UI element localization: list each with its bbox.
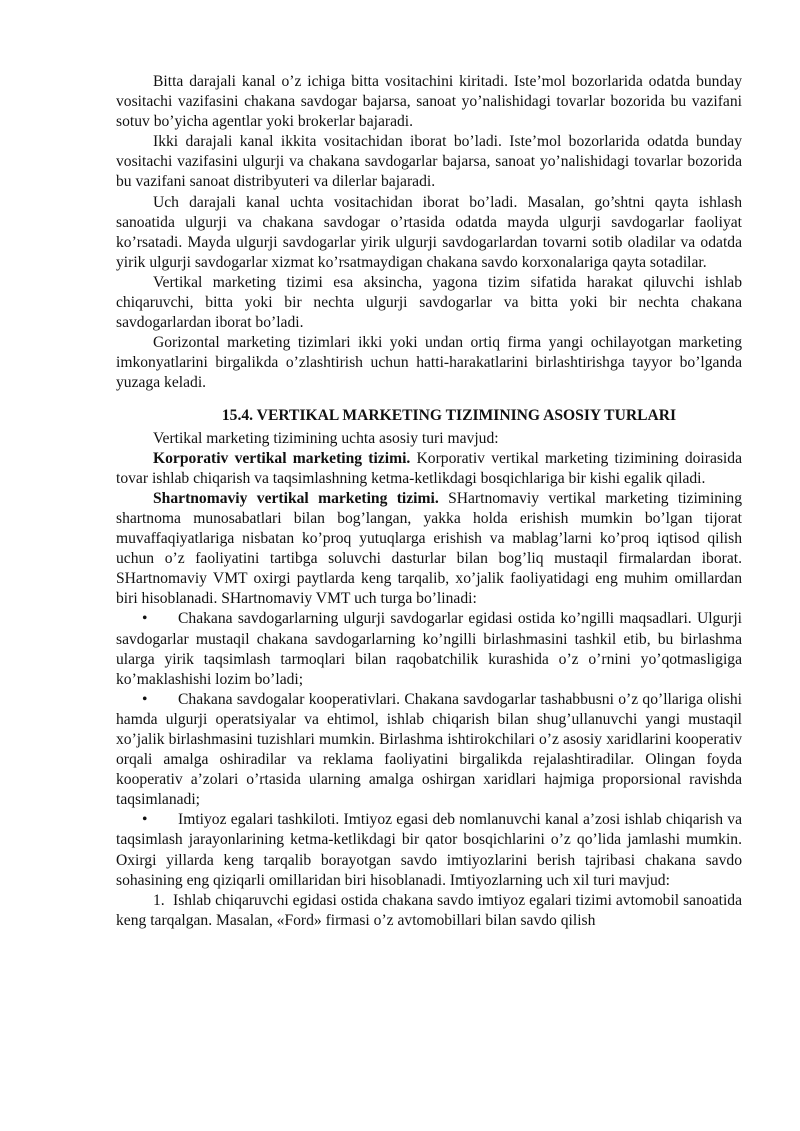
section-intro: Vertikal marketing tizimining uchta asosiy turi mavjud:: [153, 429, 499, 447]
numbered-item: [116, 891, 742, 931]
paragraph-one-level-channel: Bitta darajali kanal o’z ichiga bitta vositachini kiritadi. Iste’mol bozorlarida odatda bunday vositachi vazifasini chakana savdogar bajarsa, sanoat yo’nalishidagi tovarlar bozorida bu vazifani sotuv bo’yicha agentlar yoki brokerlar bajaradi.: [116, 73, 742, 131]
paragraph-contractual-vms: [116, 489, 742, 610]
item-number: 1.: [153, 891, 165, 909]
paragraph-horizontal-system: Gorizontal marketing tizimlari ikki yoki undan ortiq firma yangi ochilayotgan marketing imkonyatlarini birgalikda o’zlashtirish uchun hatti-harakatlarini birlashtirishga tayyor bo’lganda yuzaga keladi.: [116, 334, 742, 392]
paragraph-vertical-system: Vertikal marketing tizimi esa aksincha, yagona tizim sifatida harakat qiluvchi ishlab chiqaruvchi, bitta yoki bir nechta ulgurji savdogarlar va bitta yoki bir nechta chakana savdogarlardan iborat bo’ladi.: [116, 273, 742, 332]
bullet-text: Imtiyoz egalari tashkiloti. Imtiyoz egasi deb nomlanuvchi kanal a’zosi ishlab chiqarish va taqsimlash jarayonlarining ketma-ketlikdagi bir qator bosqichlarini o’z qo’lida jamlashi mumkin. Oxirgi yillarda keng tarqalib borayotgan savdo imtiyozlarini berish tajribasi chakana savdo sohasining eng qiziqarli omillaridan biri hisoblanadi. Imtiyozlarning uch xil turi mavjud:: [116, 811, 742, 889]
bullet-text: Chakana savdogarlarning ulgurji savdogarlar egidasi ostida ko’ngilli maqsadlari. Ulgurji savdogarlar mustaqil chakana savdogarlarning ko’ngilli birlashmasini tashkil etib, bu birlashma ularga yirik taqsimlash tarmoqlari bilan raqobatchilik kurashida o’z o’rnini yo’qotmasligiga ko’maklashishi lozim bo’ladi;: [116, 610, 742, 688]
paragraph-corporate-vms: [116, 449, 742, 489]
corporate-vms-title: Korporativ vertikal marketing tizimi.: [153, 449, 411, 467]
document-page: [116, 72, 742, 931]
bullet-item: [116, 609, 742, 689]
section-heading: 15.4. VERTIKAL MARKETING TIZIMINING ASOSIY TURLARI: [221, 406, 677, 424]
bullet-dot-icon: •: [142, 690, 148, 708]
bullet-dot-icon: •: [142, 610, 148, 628]
paragraph-three-level-channel: Uch darajali kanal uchta vositachidan iborat bo’ladi. Masalan, go’shtni qayta ishlash sanoatida ulgurji va chakana savdogar o’rtasida odatda mayda ulgurji savdogarlar faoliyat ko’rsatadi. Mayda ulgurji savdogarlar yirik ulgurji savdogarlardan tovarni sotib oladilar va odatda yirik ulgurji savdogarlar xizmat ko’rsatmaydigan chakana savdo korxonalariga qayta sotadilar.: [116, 193, 742, 271]
paragraph-two-level-channel: Ikki darajali kanal ikkita vositachidan iborat bo’ladi. Iste’mol bozorlarida odatda bunday vositachi vazifasini ulgurji va chakana savdogarlar bajarsa, sanoat yo’nalishidagi tovarlar bozorida bu vazifani sanoat distribyuteri va dilerlar bajaradi.: [116, 133, 742, 191]
numbered-text: Ishlab chiqaruvchi egidasi ostida chakana savdo imtiyoz egalari tizimi avtomobil sanoatida keng tarqalgan. Masalan, «Ford» firmasi o’z avtomobillari bilan savdo qilish: [116, 891, 742, 929]
contractual-vms-text: SHartnomaviy vertikal marketing tizimining shartnoma munosabatlari bilan bog’langan, yakka holda erishish mumkin bo’lgan tijorat muvaffaqiyatlariga nisbatan ko’proq yutuqlarga erishish va mablag’larni ko’proq iqtisod qilish uchun o’z faoliyatini tartibga soluvchi dasturlar bilan bog’liq mustaqil firmalardan iborat. SHartnomaviy VMT oxirgi paytlarda keng tarqalib, xo’jalik faoliyatidagi eng muhim omillardan biri hisoblanadi. SHartnomaviy VMT uch turga bo’linadi:: [116, 489, 742, 608]
bullet-text: Chakana savdogalar kooperativlari. Chakana savdogarlar tashabbusni o’z qo’llariga olishi hamda ulgurji operatsiyalar va ehtimol, ishlab chiqarish bilan shug’ullanuvchi yangi mustaqil xo’jalik birlashmasini tuzishlari mumkin. Birlashma ishtirokchilari o’z asosiy xaridlarini kooperativ orqali amalga oshiradilar va reklama faoliyatini birgalikda rejalashtiradilar. Olingan foyda kooperativ a’zolari o’rtasida ularning amalga oshirgan xaridlari hajmiga proporsional ravishda taqsimlanadi;: [116, 690, 742, 809]
corporate-vms-text: Korporativ vertikal marketing tizimining doirasida tovar ishlab chiqarish va taqsimlashning ketma-ketlikdagi bosqichlariga bir kishi egalik qiladi.: [116, 449, 742, 487]
bullet-item: [116, 810, 742, 890]
bullet-item: [116, 690, 742, 811]
contractual-vms-title: Shartnomaviy vertikal marketing tizimi.: [153, 489, 439, 507]
bullet-dot-icon: •: [142, 811, 148, 829]
